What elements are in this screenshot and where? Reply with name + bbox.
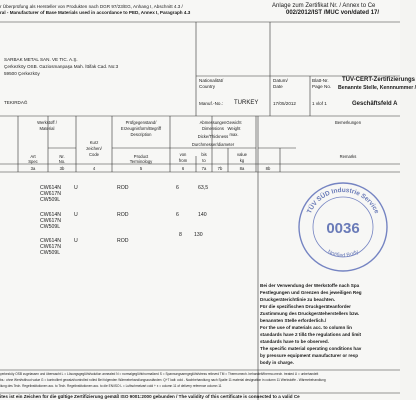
- date-label-en: Date: [273, 84, 283, 89]
- tuev-sued-stamp: [296, 180, 390, 274]
- col-short-de: Kurz: [89, 140, 99, 145]
- table-row-1-from: 6: [176, 185, 179, 191]
- table-row-3-code-1: CW614N: [40, 238, 62, 244]
- remarks-line1: Bei der Verwendung der Werkstoffe nach Spa: [260, 283, 360, 288]
- col-material-en: Material: [39, 126, 55, 131]
- idx-3a: 3a: [30, 166, 36, 171]
- company-city: TEKIRDAĞ: [4, 100, 28, 105]
- col-nr: Nr.: [59, 154, 65, 159]
- header-left-line2: ral - Manufacturer of Base Materials used in accordance to PED, Annex I, Paragraph 4.3: [0, 10, 191, 15]
- remarks-line2: Festlegungen und Grenzen des jeweiligen Reg: [260, 290, 362, 295]
- idx-6: 6: [181, 166, 185, 171]
- svg-text:Notified Body: [326, 249, 359, 259]
- col-product: Product: [133, 154, 149, 159]
- remarks-line7: For the use of materials acc. to column lin: [260, 325, 352, 330]
- date-label-de: Datum/: [273, 78, 288, 83]
- idx-4: 4: [92, 166, 96, 171]
- footer-validity: ites ist ein Zeichen für die gültige Zertifizierung gemäß ISO 9001:2000 gebunden / The validity of this certificate is connected to a valid Ce: [0, 394, 300, 399]
- col-from-en: from: [178, 158, 188, 163]
- table-row-1-to: 63,5: [198, 185, 209, 191]
- table-row-2-product: ROD: [117, 212, 129, 218]
- col-from-de: von: [179, 152, 187, 157]
- remarks-line10: The specific material operating conditions hav: [260, 346, 362, 351]
- col-material-de: Werkstoff /: [37, 120, 57, 125]
- col-diameter: Durchmesser/diameter: [191, 142, 235, 147]
- header-left-line1: r Überprüfung als Hersteller von Produkten nach DGR 97/23/EG, Anhang I, Abschnitt 4.3 /: [0, 4, 183, 9]
- sheet-value: 1 vlof 1: [312, 101, 327, 106]
- col-remarks-de: Bemerkungen: [334, 120, 362, 125]
- idx-7a: 7a: [201, 166, 207, 171]
- table-row-3-weight2: 130: [194, 232, 203, 238]
- idx-5: 5: [139, 166, 143, 171]
- table-row-2-code-3: CW509L: [40, 224, 61, 230]
- table-row-3-short: U: [74, 238, 78, 244]
- col-art: Art: [30, 154, 36, 159]
- header-right-line1: Anlage zum Zertifikat Nr. / Annex to Ce: [272, 3, 376, 9]
- footer-line1: çerkezköy OSB zugelassen und überwacht L = Lösungsgeglüht/solution annealed N = normalgeglüht/normalized S = Spannungsarmgeglüht/stress relieved TM = Thermomech. behandelt/thermo-mech. treated U = unbehandelt: [0, 372, 319, 376]
- idx-8b: 8b: [265, 166, 271, 171]
- table-row-2-code-2: CW617N: [40, 218, 62, 224]
- remarks-line6: benannten Stelle erforderlich./: [260, 318, 327, 323]
- col-spec: Spec: [28, 159, 38, 164]
- footer-line2: bs.: ohne Wert/without value G = kontrolliert gewalzt/controlled rolled Bei folgenden Wärmebehandlungszuständen: Q+T kalt: cold - Nachbehandlung nach Spalte 11 material designation in column 11 Werkstoffe - Wärmebehandlung: [0, 378, 326, 382]
- col-desc-de2: Erzeugnisform/Begriff: [120, 126, 162, 131]
- idx-7b: 7b: [217, 166, 223, 171]
- manuf-label: Manuf.-No.:: [199, 101, 223, 106]
- remarks-line9: standards have to be observed.: [260, 339, 329, 344]
- col-dim-en: Dimensions: [202, 126, 224, 131]
- table-row-3-weight: 8: [179, 232, 182, 238]
- table-row-2-code-1: CW614N: [40, 212, 62, 218]
- table-row-3-code-2: CW617N: [40, 244, 62, 250]
- col-terminology: Terminology: [129, 159, 153, 164]
- remarks-line3: Druckgeräterichtlinie zu beachten.: [260, 297, 336, 302]
- table-row-2-to: 140: [198, 212, 207, 218]
- idx-8a: 8a: [239, 166, 245, 171]
- table-row-2-from: 6: [176, 212, 179, 218]
- table-row-1-code-3: CW509L: [40, 197, 61, 203]
- table-row-1-code-2: CW617N: [40, 191, 62, 197]
- col-no: No.: [58, 159, 66, 164]
- table-row-3-code-3: CW509L: [40, 250, 61, 256]
- nationality-label-de: Nationalität/: [199, 78, 224, 83]
- col-thickness: Dicke/Thickness: [197, 134, 229, 139]
- table-row-1-product: ROD: [117, 185, 129, 191]
- date-value: 17/05/2012: [273, 101, 296, 106]
- remarks-line4: Für die spezifischen Druckgeräteanforder: [260, 304, 351, 309]
- remarks-line5: Zustimmung des Druckgeräteherstellers bzw.: [260, 311, 360, 316]
- country-value: TURKEY: [234, 100, 259, 106]
- sheet-label-en: Page No.: [312, 84, 332, 89]
- tuev-dept: Geschäftsfeld A: [352, 101, 398, 107]
- col-to-de: bis: [201, 152, 207, 157]
- header-right-line2: 002/2012/IST /MUC von/dated 17/: [286, 10, 380, 16]
- col-weight-de: Gewicht: [226, 120, 242, 125]
- col-desc-de: Prüfgegenstand/: [125, 120, 157, 125]
- footer-line3: ilung des Tech. Regelinstitutionen acc. to Tech. Regelinstitutionen acc. to die EN/ISO L = Luftschmelzart cold + x = column 11 of delivery reference column 11: [0, 384, 222, 388]
- table-row-1-short: U: [74, 185, 78, 191]
- nationality-label-en: Country: [199, 84, 216, 89]
- col-weight-unit: kg: [239, 158, 245, 163]
- col-remarks-en: Remarks: [339, 154, 357, 159]
- idx-3b: 3b: [59, 166, 65, 171]
- tuev-title: TÜV-CERT-Zertifizierungs: [342, 77, 416, 83]
- col-short-de2: zeichen/: [86, 146, 102, 151]
- remarks-line11: by pressure equipment manufacturer or resp: [260, 353, 359, 358]
- col-desc-en: Description: [130, 132, 152, 137]
- stamp-bottom-text: Notified Body: [326, 249, 360, 259]
- col-to-en: to: [202, 158, 206, 163]
- table-row-1-code-1: CW614N: [40, 185, 62, 191]
- col-weight-max: max.: [229, 132, 239, 137]
- col-weight-en: Weight: [227, 126, 241, 131]
- table-row-3-product: ROD: [117, 238, 129, 244]
- tuev-sub: Benannte Stelle, Kennnummer /: [338, 85, 416, 91]
- stamp-number: 0036: [326, 220, 360, 237]
- col-dim-de: Abmessungen: [199, 120, 227, 125]
- sheet-label-de: Blatt-Nr.: [312, 78, 329, 83]
- remarks-line8: standards have 2 till4 the regulations and limit: [260, 332, 362, 337]
- company-address1: Çerkezköy OSB. Gaziosmanpaşa Mah. İttifak Cad. No:3: [4, 64, 119, 69]
- remarks-line12: body in charge.: [260, 360, 294, 365]
- table-row-2-short: U: [74, 212, 78, 218]
- col-short-en: Code: [88, 152, 99, 157]
- company-address2: 59500 Çerkezköy: [4, 71, 40, 76]
- stamp-top-text: TÜV SÜD Industrie Service: [305, 186, 381, 215]
- company-name: SARBAK METAL SAN. VE TIC. A.Ş.: [4, 57, 78, 62]
- col-weight-value: value: [236, 152, 247, 157]
